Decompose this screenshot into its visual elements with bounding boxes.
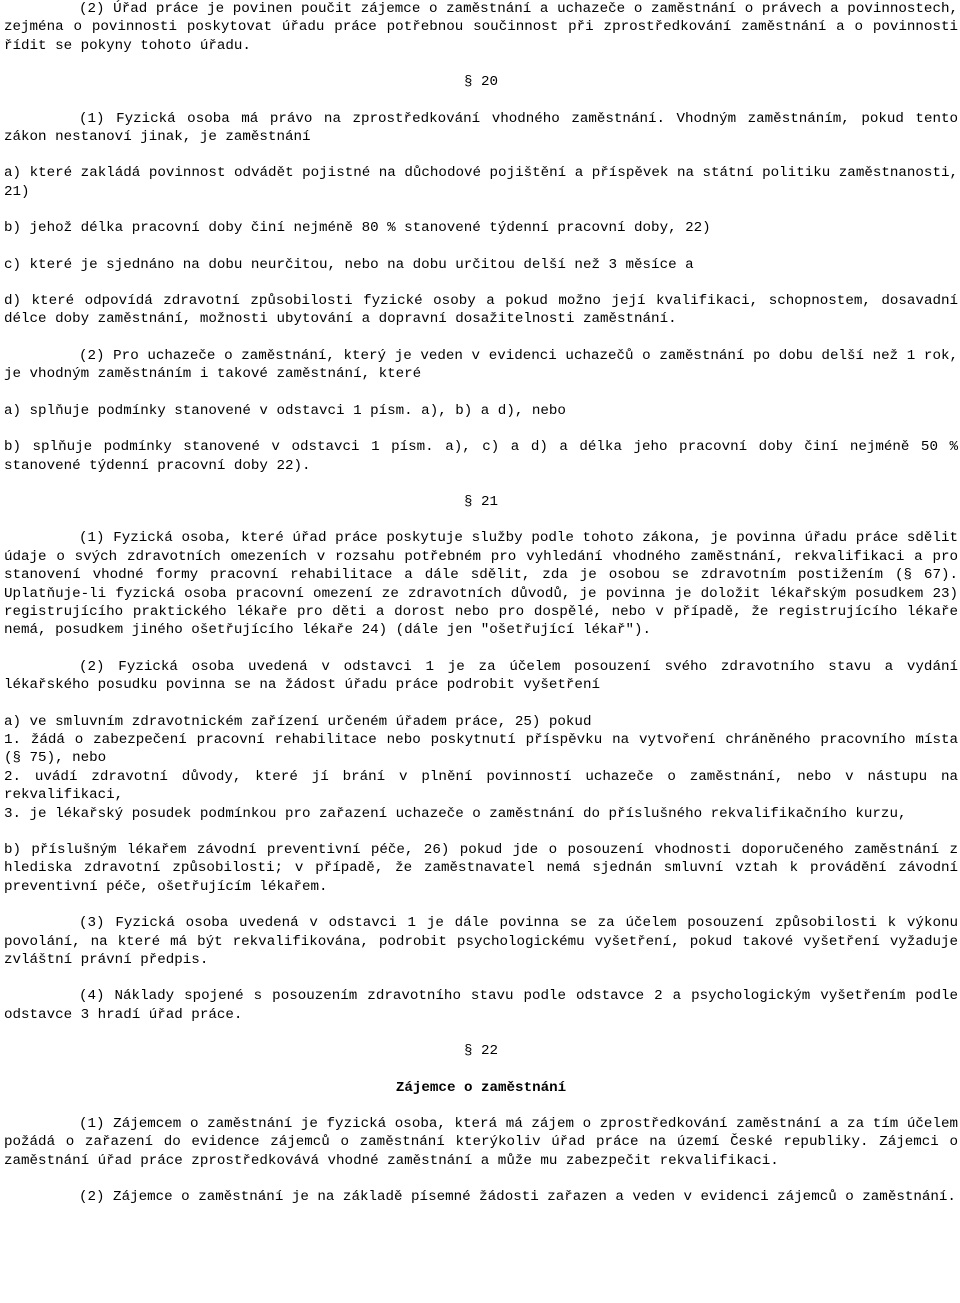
- section-heading-21: § 21: [463, 493, 499, 510]
- paragraph-20-2: (2) Pro uchazeče o zaměstnání, který je veden v evidenci uchazečů o zaměstnání po dobu delší než 1 rok, je vhodným zaměstnáním i takové zaměstnání, které: [4, 347, 958, 383]
- paragraph-20-intro-2: (2) Úřad práce je povinen poučit zájemce o zaměstnání a uchazeče o zaměstnání o právech a povinnostech, zejména o povinnosti poskytovat úřadu práce potřebnou součinnost při zprostředkování zaměstnání a o povinnosti řídit se pokyny tohoto úřadu.: [4, 1, 958, 54]
- paragraph-20-1-d: d) které odpovídá zdravotní způsobilosti fyzické osoby a pokud možno její kvalifikaci, schopnostem, dosavadní délce doby zaměstnání, možnosti ubytování a dopravní dosažitelnosti zaměstnání.: [4, 293, 958, 328]
- paragraph-21-2-list: [4, 713, 958, 823]
- paragraph-20-2-b: b) splňuje podmínky stanovené v odstavci 1 písm. a), c) a d) a délka jeho pracovní doby činí nejméně 50 % stanovené týdenní pracovní doby 22).: [4, 439, 958, 474]
- paragraph-21-4: (4) Náklady spojené s posouzením zdravotního stavu podle odstavce 2 a psychologickým vyšetřením podle odstavce 3 hradí úřad práce.: [4, 988, 958, 1023]
- paragraph-21-2: (2) Fyzická osoba uvedená v odstavci 1 je za účelem posouzení svého zdravotního stavu a vydání lékařského posudku povinna se na žádost úřadu práce podrobit vyšetření: [4, 658, 958, 694]
- list-item: 3. je lékařský posudek podmínkou pro zařazení uchazeče o zaměstnání do příslušného rekvalifikačního kurzu,: [4, 805, 907, 822]
- paragraph-22-2: (2) Zájemce o zaměstnání je na základě písemné žádosti zařazen a veden v evidenci zájemců o zaměstnání.: [79, 1189, 956, 1206]
- list-item: 1. žádá o zabezpečení pracovní rehabilitace nebo poskytnutí příspěvku na vytvoření chráněného pracovního místa (§ 75), nebo: [4, 731, 958, 767]
- paragraph-20-1-c: c) které je sjednáno na dobu neurčitou, nebo na dobu určitou delší než 3 měsíce a: [4, 256, 694, 273]
- paragraph-22-1: (1) Zájemcem o zaměstnání je fyzická osoba, která má zájem o zprostředkování zaměstnání a za tím účelem požádá o zařazení do evidence zájemců o zaměstnání kterýkoliv úřad práce na území České republiky. Zájemci o zaměstnání úřad práce zprostředkovává vhodné zaměstnání a může mu zabezpečit rekvalifikaci.: [4, 1116, 958, 1169]
- paragraph-21-2-b: b) příslušným lékařem závodní preventivní péče, 26) pokud jde o posouzení vhodnosti doporučeného zaměstnání z hlediska zdravotní způsobilosti; v případě, že zaměstnavatel nemá sjednán smluvní vztah k provádění závodní preventivní péče, ošetřujícím lékařem.: [4, 842, 958, 895]
- section-heading-22: § 22: [463, 1043, 499, 1060]
- paragraph-20-1-b: b) jehož délka pracovní doby činí nejméně 80 % stanovené týdenní pracovní doby, 22): [4, 220, 711, 237]
- document-page: [4, 0, 958, 1207]
- paragraph-20-1: (1) Fyzická osoba má právo na zprostředkování vhodného zaměstnání. Vhodným zaměstnáním, pokud tento zákon nestanoví jinak, je zaměstnání: [4, 110, 958, 146]
- paragraph-21-1: (1) Fyzická osoba, které úřad práce poskytuje služby podle tohoto zákona, je povinna úřadu práce sdělit údaje o svých zdravotních omezeních v rozsahu potřebném pro vyhledání vhodného zaměstnání, rekvalifikaci a pro stanovení vhodné formy pracovní rehabilitace a dále sdělit, zda je osobou se zdravotním postižením (§ 67). Uplatňuje-li fyzická osoba pracovní omezení ze zdravotních důvodů, je povinna je doložit lékařským posudkem 23) registrujícího praktického lékaře pro děti a dorost nebo pro dospělé, nebo v případě, že registrujícího lékaře nemá, posudkem jiného ošetřujícího lékaře 24) (dále jen "ošetřující lékař").: [4, 530, 958, 639]
- paragraph-20-2-a: a) splňuje podmínky stanovené v odstavci 1 písm. a), b) a d), nebo: [4, 402, 566, 419]
- paragraph-20-1-a: a) které zakládá povinnost odvádět pojistné na důchodové pojištění a příspěvek na státní politiku zaměstnanosti, 21): [4, 165, 958, 200]
- list-item: 2. uvádí zdravotní důvody, které jí brání v plnění povinností uchazeče o zaměstnání, nebo v nástupu na rekvalifikaci,: [4, 768, 958, 804]
- paragraph-21-3: (3) Fyzická osoba uvedená v odstavci 1 je dále povinna se za účelem posouzení způsobilosti k výkonu povolání, na které má být rekvalifikována, podrobit psychologickému vyšetření, pokud takové vyšetření vyžaduje zvláštní právní předpis.: [4, 915, 958, 969]
- section-heading-20: § 20: [463, 74, 499, 91]
- section-title-22: Zájemce o zaměstnání: [395, 1079, 567, 1096]
- list-item: a) ve smluvním zdravotnickém zařízení určeném úřadem práce, 25) pokud: [4, 713, 592, 730]
